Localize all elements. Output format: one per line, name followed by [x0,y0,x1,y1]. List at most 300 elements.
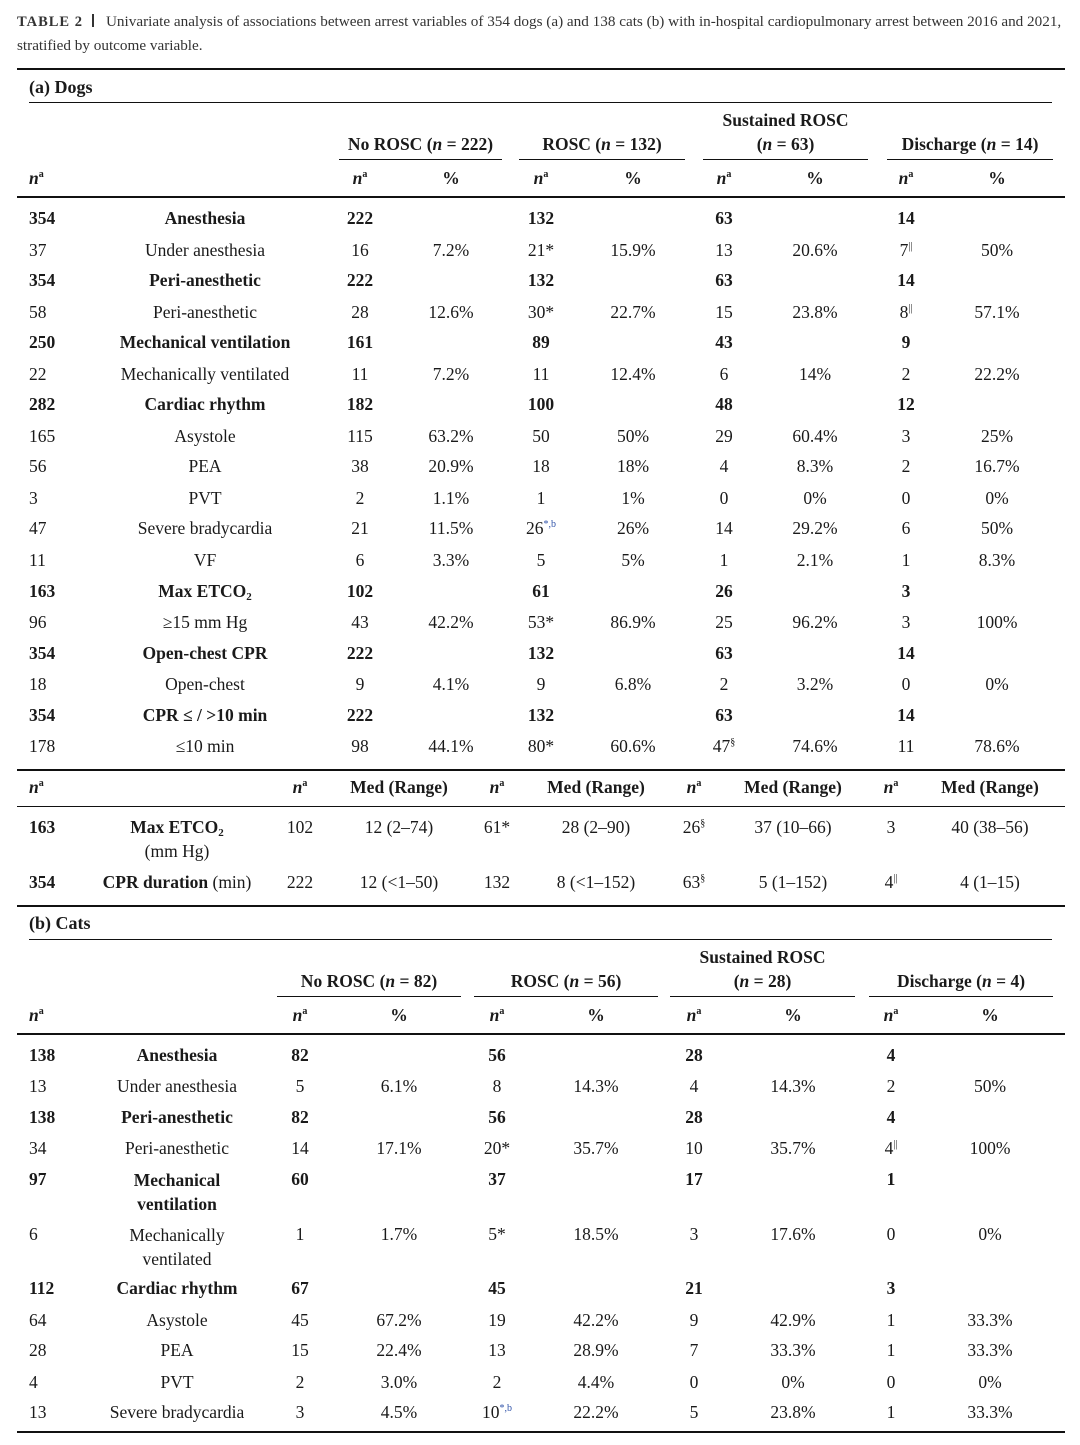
dogs-cont-row-value: 26§ [682,817,706,837]
cats-n-subheader: $n^a$ [686,1005,702,1025]
dogs-row-value: 115 [347,426,373,446]
dogs-row-value: 222 [346,208,374,228]
cats-row-value: 4.4% [577,1372,615,1392]
dogs-row-value: $26^{*,b}$ [526,518,556,538]
dogs-row-value: 16.7% [974,456,1020,476]
cats-row-value: 5* [488,1224,506,1244]
cats-row-n: 6 [29,1224,38,1244]
dogs-row-value: 222 [346,643,374,663]
cats-row-value: 0 [886,1372,896,1392]
dogs-row-label: Open-chest CPR [142,643,268,663]
dogs-row-n: 18 [29,674,47,694]
cats-row-value: 15 [291,1340,309,1360]
dogs-row-value: 0% [985,488,1009,508]
cats-row-value: 23.8% [770,1402,816,1422]
dogs-row-value: 3 [901,581,911,601]
cats-row-value: 9 [689,1310,699,1330]
dogs-row-value: 222 [346,270,374,290]
dogs-row-value: 25 [715,612,733,632]
dogs-row-label: Anesthesia [164,208,246,228]
dogs-row-value: 26 [715,581,733,601]
dogs-row-label: PVT [188,488,222,508]
cats-row-value: 4 [689,1076,699,1096]
dogs-cont-row-value: 63§ [682,872,706,892]
dogs-row-value: 12.6% [428,302,474,322]
dogs-row-value: 7.2% [432,364,470,384]
table-caption [17,10,1067,57]
dogs-row-value: 38 [351,456,369,476]
cats-row-n: 138 [29,1045,56,1065]
cats-row-value: $10^{*,b}$ [482,1402,512,1422]
dogs-row-value: 1 [536,488,546,508]
dogs-row-value: 14 [897,208,915,228]
dogs-cont-row-value: 12 (<1–50) [359,872,439,892]
dogs-row-value: 30* [527,302,555,322]
dogs-row-value: 20.9% [428,456,474,476]
dogs-row-value: 74.6% [792,736,838,756]
dogs-n-subheader: $n^a$ [352,168,368,188]
cats-row-value: 7 [689,1340,699,1360]
dogs-pct-subheader: % [988,168,1006,188]
dogs-row-value: 102 [346,581,374,601]
dogs-row-value: 3.3% [432,550,470,570]
dogs-row-value: 20.6% [792,240,838,260]
dogs-row-value: 63.2% [428,426,474,446]
cats-pct-subheader: % [981,1005,999,1025]
cats-row-value: 42.9% [770,1310,816,1330]
dogs-row-value: 6 [901,518,911,538]
cats-row-value: 18.5% [573,1224,619,1244]
cats-row-value: 17 [685,1169,703,1189]
dogs-row-value: 57.1% [974,302,1020,322]
dogs-row-n: 354 [29,270,56,290]
cats-row-value: 33.3% [967,1340,1013,1360]
cats-row-n: 34 [29,1138,47,1158]
dogs-n-subheader: $n^a$ [898,168,914,188]
cats-row-value: 82 [291,1107,309,1127]
cats-row-label: Peri-anesthetic [121,1107,233,1127]
cats-group-header-3-line1: Sustained ROSC [699,947,826,967]
dogs-row-value: 11.5% [428,518,474,538]
dogs-row-value: 6.8% [614,674,652,694]
dogs-row-n: 58 [29,302,47,322]
dogs-row-value: 14% [798,364,832,384]
dogs-row-value: 3 [901,612,911,632]
dogs-row-value: 26% [616,518,650,538]
dogs-row-value: 14 [897,270,915,290]
cats-pct-subheader: % [784,1005,802,1025]
dogs-row-value: 60.6% [610,736,656,756]
dogs-row-value: 7|| [899,240,913,260]
cats-group-header-4: Discharge (n = 4) [896,971,1026,991]
dogs-row-value: 50% [980,240,1014,260]
dogs-row-n: 163 [29,581,56,601]
cats-row-value: 2 [886,1076,896,1096]
cats-row-value: 33.3% [770,1340,816,1360]
dogs-row-value: 1 [719,550,729,570]
dogs-cont-med-header: Med (Range) [941,777,1039,797]
dogs-continuous-header-rule [17,806,1065,807]
dogs-row-value: 80* [527,736,555,756]
dogs-cont-row-value: 3 [886,817,896,837]
dogs-row-value: 9 [901,332,911,352]
dogs-row-value: 42.2% [428,612,474,632]
cats-row-label: PEA [160,1340,194,1360]
dogs-row-n: 96 [29,612,47,632]
dogs-row-value: 63 [715,208,733,228]
dogs-row-value: 98 [351,736,369,756]
dogs-pct-subheader: % [442,168,460,188]
dogs-row-value: 22.7% [610,302,656,322]
dogs-row-label: PEA [188,456,222,476]
cats-row-value: 4 [886,1045,896,1065]
dogs-row-value: 2 [901,456,911,476]
dogs-row-value: 43 [715,332,733,352]
dogs-row-value: 132 [527,643,555,663]
dogs-group-underline-3 [703,159,868,160]
dogs-cont-row-label: CPR duration (min) [102,872,252,892]
dogs-row-value: 16 [351,240,369,260]
cats-row-value: 42.2% [573,1310,619,1330]
dogs-row-value: 2.1% [796,550,834,570]
cats-bottom-rule [17,1431,1065,1433]
dogs-cont-row-value: 102 [286,817,314,837]
cats-row-value: 0% [781,1372,805,1392]
dogs-row-n: 354 [29,208,56,228]
dogs-row-value: 4.1% [432,674,470,694]
dogs-row-value: 21 [351,518,369,538]
dogs-cont-n-subheader: $n^a$ [686,777,702,797]
dogs-row-value: 53* [527,612,555,632]
cats-row-value: 33.3% [967,1310,1013,1330]
cats-top-rule [17,905,1065,907]
dogs-cont-row-value: 8 (<1–152) [556,872,636,892]
dogs-group-underline-4 [887,159,1053,160]
cats-header-rule [17,1033,1065,1035]
cats-row-value: 82 [291,1045,309,1065]
dogs-row-value: 14 [897,705,915,725]
cats-row-value: 21 [685,1278,703,1298]
cats-row-value: 37 [488,1169,506,1189]
dogs-title-rule [29,102,1052,103]
cats-row-value: 28 [685,1045,703,1065]
cats-row-value: 28 [685,1107,703,1127]
dogs-row-value: 1 [901,550,911,570]
dogs-row-value: 3 [901,426,911,446]
cats-row-value: 5 [295,1076,305,1096]
caption-divider [92,14,94,27]
cats-row-n: 13 [29,1402,47,1422]
cats-n-subheader: $n^a$ [292,1005,308,1025]
dogs-cont-row-unit: (mm Hg) [144,841,210,861]
cats-row-label: Mechanical ventilation [133,1170,221,1214]
dogs-row-value: 5 [536,550,546,570]
dogs-section-title: (a) Dogs [29,77,93,97]
dogs-row-label: Max $ETCO_2$ [158,581,252,603]
dogs-row-value: 4 [719,456,729,476]
dogs-row-label: Cardiac rhythm [144,394,266,414]
dogs-row-value: 28 [351,302,369,322]
dogs-n-header: $n^a$ [29,168,44,188]
dogs-row-value: 2 [719,674,729,694]
dogs-row-n: 22 [29,364,47,384]
dogs-group-underline-1 [339,159,502,160]
dogs-row-value: 1% [621,488,645,508]
cats-row-value: 1.7% [380,1224,418,1244]
dogs-row-value: 12.4% [610,364,656,384]
cats-row-value: 8 [492,1076,502,1096]
cats-row-value: 22.4% [376,1340,422,1360]
dogs-row-value: 11 [351,364,369,384]
cats-group-underline-2 [474,996,658,997]
dogs-row-n: 56 [29,456,47,476]
dogs-cont-row-value: 222 [286,872,314,892]
cats-row-value: 13 [488,1340,506,1360]
dogs-row-value: 29.2% [792,518,838,538]
dogs-row-value: 132 [527,208,555,228]
dogs-row-value: 22.2% [974,364,1020,384]
cats-row-value: 14.3% [573,1076,619,1096]
cats-row-value: 56 [488,1107,506,1127]
dogs-row-label: Open-chest [165,674,245,694]
cats-row-n: 138 [29,1107,56,1127]
dogs-row-label: ≥15 mm Hg [162,612,248,632]
dogs-row-value: 6 [355,550,365,570]
cats-row-value: 1 [886,1169,896,1189]
dogs-row-value: 63 [715,643,733,663]
dogs-row-value: 89 [532,332,550,352]
cats-row-label: PVT [160,1372,194,1392]
cats-row-label: Mechanically ventilated [129,1225,225,1269]
dogs-row-value: 47§ [712,736,736,756]
dogs-cont-row-n: 163 [29,817,56,837]
dogs-cont-row-label: Max $ETCO_2$ [130,817,224,839]
dogs-row-value: 0 [901,674,911,694]
cats-title-rule [29,939,1052,940]
dogs-row-value: 11 [532,364,550,384]
dogs-row-value: 15 [715,302,733,322]
dogs-cont-med-header: Med (Range) [744,777,842,797]
dogs-row-value: 0 [719,488,729,508]
cats-group-underline-4 [869,996,1053,997]
cats-group-underline-1 [277,996,461,997]
dogs-cont-row-value: 5 (1–152) [758,872,828,892]
cats-row-value: 2 [492,1372,502,1392]
dogs-row-label: Mechanically ventilated [120,364,290,384]
dogs-row-label: Under anesthesia [144,240,266,260]
dogs-group-header-4: Discharge (n = 14) [901,134,1039,154]
cats-row-label: Cardiac rhythm [116,1278,238,1298]
cats-row-value: 60 [291,1169,309,1189]
dogs-row-label: CPR ≤ / >10 min [142,705,268,725]
cats-row-value: 3.0% [380,1372,418,1392]
cats-row-n: 4 [29,1372,38,1392]
cats-row-value: 10 [685,1138,703,1158]
cats-row-value: 0% [978,1224,1002,1244]
dogs-row-label: Severe bradycardia [137,518,273,538]
cats-row-value: 35.7% [573,1138,619,1158]
dogs-row-value: 6 [719,364,729,384]
dogs-row-value: 14 [897,643,915,663]
dogs-row-n: 178 [29,736,56,756]
cats-row-value: 17.1% [376,1138,422,1158]
dogs-row-n: 282 [29,394,56,414]
cats-row-value: 50% [973,1076,1007,1096]
dogs-row-value: 222 [346,705,374,725]
dogs-row-value: 60.4% [792,426,838,446]
dogs-row-n: 3 [29,488,38,508]
cats-row-label: Peri-anesthetic [125,1138,229,1158]
dogs-row-n: 37 [29,240,47,260]
dogs-cont-n-subheader: $n^a$ [489,777,505,797]
dogs-group-header-3-line1: Sustained ROSC [722,110,849,130]
dogs-cont-med-header: Med (Range) [547,777,645,797]
cats-row-value: 1 [295,1224,305,1244]
cats-row-value: 56 [488,1045,506,1065]
cats-row-value: 0 [689,1372,699,1392]
dogs-row-label: Mechanical ventilation [119,332,291,352]
dogs-row-value: 63 [715,270,733,290]
dogs-continuous-top-rule [17,769,1065,771]
dogs-row-value: 18% [616,456,650,476]
dogs-row-label: Peri-anesthetic [153,302,257,322]
cats-row-n: 28 [29,1340,47,1360]
dogs-row-value: 50 [532,426,550,446]
dogs-row-value: 8.3% [978,550,1016,570]
dogs-cont-row-value: 61* [483,817,511,837]
cats-row-value: 5 [689,1402,699,1422]
dogs-row-value: 15.9% [610,240,656,260]
dogs-row-value: 182 [346,394,374,414]
dogs-row-value: 63 [715,705,733,725]
dogs-row-value: 0 [901,488,911,508]
cats-row-value: 19 [488,1310,506,1330]
dogs-pct-subheader: % [624,168,642,188]
dogs-row-n: 165 [29,426,56,446]
dogs-row-value: 1.1% [432,488,470,508]
cats-row-value: 67.2% [376,1310,422,1330]
dogs-row-value: 18 [532,456,550,476]
dogs-cont-med-header: Med (Range) [350,777,448,797]
dogs-row-value: 96.2% [792,612,838,632]
cats-row-value: 2 [295,1372,305,1392]
cats-row-n: 97 [29,1169,47,1189]
cats-row-value: 14.3% [770,1076,816,1096]
dogs-row-value: 25% [980,426,1014,446]
cats-row-n: 112 [29,1278,55,1298]
cats-row-value: 45 [291,1310,309,1330]
dogs-cont-row-value: 12 (2–74) [364,817,434,837]
dogs-row-value: 132 [527,270,555,290]
cats-row-value: 14 [291,1138,309,1158]
cats-n-subheader: $n^a$ [883,1005,899,1025]
dogs-row-value: 161 [346,332,374,352]
cats-pct-subheader: % [587,1005,605,1025]
caption-text: Univariate analysis of associations between arrest variables of 354 dogs (a) and 138 cats (b) with in-hospital cardiopulmonary arrest between 2016 and 2021, stratified by outcome variable. [17,13,1062,54]
cats-group-header-2: ROSC (n = 56) [510,971,622,991]
dogs-row-n: 11 [29,550,46,570]
cats-row-label: Anesthesia [136,1045,218,1065]
dogs-group-header-2: ROSC (n = 132) [542,134,662,154]
cats-row-value: 67 [291,1278,309,1298]
dogs-row-n: 354 [29,705,56,725]
dogs-row-value: 61 [532,581,550,601]
dogs-row-value: 11 [897,736,915,756]
cats-group-header-1: No ROSC (n = 82) [300,971,438,991]
dogs-row-n: 250 [29,332,56,352]
cats-group-header-3: (n = 28) [733,971,792,991]
dogs-pct-subheader: % [806,168,824,188]
cats-row-n: 64 [29,1310,47,1330]
dogs-row-value: 3.2% [796,674,834,694]
dogs-cont-row-value: 40 (38–56) [951,817,1029,837]
dogs-row-value: 8|| [899,302,913,322]
dogs-row-value: 23.8% [792,302,838,322]
dogs-top-rule [17,68,1065,70]
dogs-group-header-1: No ROSC (n = 222) [347,134,494,154]
dogs-row-value: 132 [527,705,555,725]
dogs-row-value: 50% [980,518,1014,538]
dogs-row-value: 9 [536,674,546,694]
cats-group-underline-3 [670,996,855,997]
cats-row-value: 6.1% [380,1076,418,1096]
dogs-row-label: Peri-anesthetic [149,270,261,290]
dogs-row-value: 50% [616,426,650,446]
dogs-cont-row-n: 354 [29,872,56,892]
dogs-row-value: 9 [355,674,365,694]
dogs-cont-row-value: 132 [483,872,511,892]
dogs-row-value: 100% [976,612,1018,632]
dogs-cont-n-subheader: $n^a$ [883,777,899,797]
dogs-cont-row-value: 4 (1–15) [960,872,1020,892]
dogs-row-value: 21* [527,240,555,260]
dogs-row-value: 13 [715,240,733,260]
dogs-row-value: 43 [351,612,369,632]
dogs-cont-row-value: 28 (2–90) [561,817,631,837]
cats-row-value: 3 [689,1224,699,1244]
dogs-row-value: 86.9% [610,612,656,632]
dogs-row-label: Asystole [174,426,236,446]
cats-row-value: 35.7% [770,1138,816,1158]
dogs-row-label: VF [193,550,217,570]
dogs-row-value: 0% [803,488,827,508]
cats-row-value: 33.3% [967,1402,1013,1422]
cats-row-value: 17.6% [770,1224,816,1244]
dogs-cont-row-value: 37 (10–66) [754,817,832,837]
dogs-row-value: 78.6% [974,736,1020,756]
cats-row-value: 3 [295,1402,305,1422]
dogs-cont-n-header: $n^a$ [29,777,44,797]
dogs-row-value: 2 [901,364,911,384]
dogs-n-subheader: $n^a$ [533,168,549,188]
cats-row-label: Asystole [146,1310,208,1330]
cats-row-value: 4.5% [380,1402,418,1422]
cats-row-n: 13 [29,1076,47,1096]
dogs-row-n: 47 [29,518,47,538]
dogs-row-n: 354 [29,643,56,663]
cats-row-label: Severe bradycardia [109,1402,245,1422]
dogs-row-value: 5% [621,550,645,570]
dogs-row-value: 48 [715,394,733,414]
dogs-row-value: 7.2% [432,240,470,260]
cats-row-label: Under anesthesia [116,1076,238,1096]
dogs-row-value: 100 [527,394,555,414]
cats-row-value: 28.9% [573,1340,619,1360]
dogs-row-value: 12 [897,394,915,414]
dogs-cont-row-value: 4|| [884,872,898,892]
dogs-row-value: 14 [715,518,733,538]
cats-section-title: (b) Cats [29,913,91,933]
